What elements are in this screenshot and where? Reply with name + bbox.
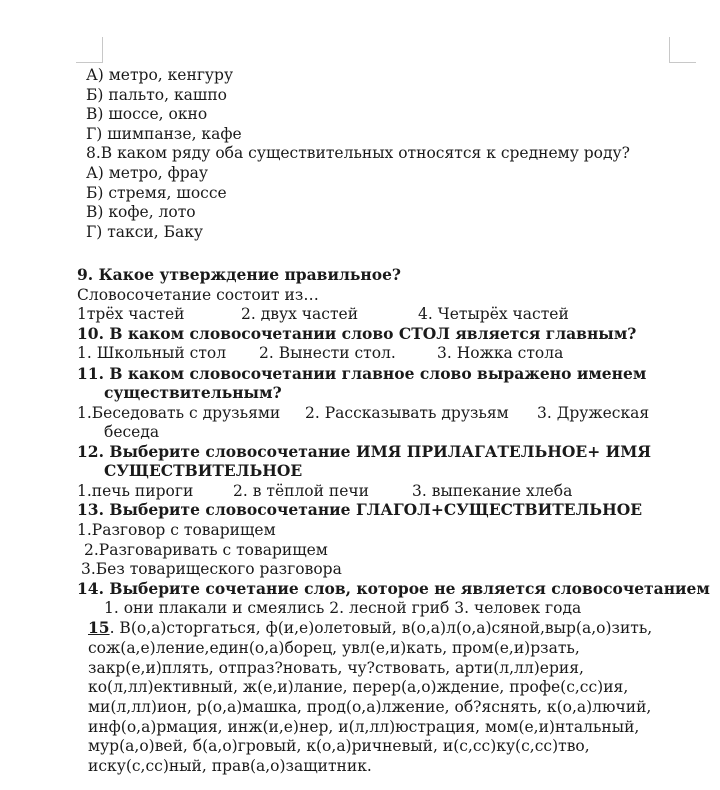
q15-line-7: мур(а,о)вей, б(а,о)гровый, к(о,а)ричневый, и(с,сс)ку(с,сс)тво, xyxy=(88,737,590,755)
q15-line-5: ми(л,лл)ион, р(о,а)машка, прод(о,а)лжение, об?яснять, к(о,а)лючий, xyxy=(88,698,652,716)
q8-option-g: Г) такси, Баку xyxy=(86,223,204,241)
q7-option-g: Г) шимпанзе, кафе xyxy=(86,125,242,143)
q7-option-b: Б) пальто, кашпо xyxy=(86,86,227,104)
q11-title: 11. В каком словосочетании главное слово выражено именем xyxy=(77,364,647,383)
q10-option-1: 1. Школьный стол xyxy=(77,344,227,362)
q13-option-2: 2.Разговаривать с товарищем xyxy=(84,541,328,559)
q12-title: 12. Выберите словосочетание ИМЯ ПРИЛАГАТЕЛЬНОЕ+ ИМЯ xyxy=(77,442,652,461)
q15-line-6: инф(о,а)рмация, инж(и,е)нер, и(л,лл)юстрация, мом(е,и)нтальный, xyxy=(88,718,640,736)
q11-option-1: 1.Беседовать с друзьями xyxy=(77,404,281,422)
q9-option-4: 4. Четырёх частей xyxy=(418,305,569,323)
q13-option-3: 3.Без товарищеского разговора xyxy=(81,560,342,578)
q9-option-1: 1трёх частей xyxy=(77,305,185,323)
crop-mark-left-h xyxy=(76,62,103,63)
crop-mark-right-h xyxy=(669,62,696,63)
q14-title: 14. Выберите сочетание слов, которое не является словосочетанием xyxy=(77,579,710,598)
q8-option-a: А) метро, фрау xyxy=(86,164,209,182)
q8-option-v: В) кофе, лото xyxy=(86,203,196,221)
q15-line-8: иску(с,сс)ный, прав(а,о)защитник. xyxy=(88,757,372,775)
q7-option-a: А) метро, кенгуру xyxy=(86,66,234,84)
q12-option-1: 1.печь пироги xyxy=(77,482,194,500)
q15-number: 15 xyxy=(88,618,110,637)
q8-question: 8.В каком ряду оба существительных относятся к среднему роду? xyxy=(86,144,630,162)
q9-text: Словосочетание состоит из… xyxy=(77,286,319,304)
q15-first-line: . В(о,а)сторгаться, ф(и,е)олетовый, в(о,а)л(о,а)сяной,выр(а,о)зить, xyxy=(109,619,653,637)
q13-title: 13. Выберите словосочетание ГЛАГОЛ+СУЩЕСТВИТЕЛЬНОЕ xyxy=(77,500,643,519)
q11-option-3: 3. Дружеская xyxy=(537,404,650,422)
q9-option-2: 2. двух частей xyxy=(241,305,359,323)
crop-mark-left xyxy=(102,37,103,63)
q12-title-cont: СУЩЕСТВИТЕЛЬНОЕ xyxy=(104,461,303,480)
q15-line-3: закр(е,и)плять, отпраз?новать, чу?ствовать, арти(л,лл)ерия, xyxy=(88,659,584,677)
q14-options: 1. они плакали и смеялись 2. лесной гриб 3. человек года xyxy=(104,599,582,617)
q12-option-2: 2. в тёплой печи xyxy=(233,482,369,500)
q13-option-1: 1.Разговор с товарищем xyxy=(77,521,276,539)
q12-option-3: 3. выпекание хлеба xyxy=(412,482,573,500)
crop-mark-right xyxy=(669,37,670,63)
q8-option-b: Б) стремя, шоссе xyxy=(86,184,227,202)
q11-title-cont: существительным? xyxy=(104,383,282,402)
q10-title: 10. В каком словосочетании слово СТОЛ является главным? xyxy=(77,324,637,343)
q11-option-3-cont: беседа xyxy=(104,423,160,441)
q9-title: 9. Какое утверждение правильное? xyxy=(77,265,402,284)
q10-option-2: 2. Вынести стол. xyxy=(259,344,396,362)
q11-option-2: 2. Рассказывать друзьям xyxy=(305,404,509,422)
q7-option-v: В) шоссе, окно xyxy=(86,105,208,123)
q10-option-3: 3. Ножка стола xyxy=(437,344,564,362)
q15-line-2: сож(а,е)ление,един(о,а)борец, увл(е,и)кать, пром(е,и)рзать, xyxy=(88,639,580,657)
q15-line-4: ко(л,лл)ективный, ж(е,и)лание, перер(а,о)ждение, профе(с,сс)ия, xyxy=(88,678,629,696)
q15-line-1 xyxy=(88,618,652,638)
